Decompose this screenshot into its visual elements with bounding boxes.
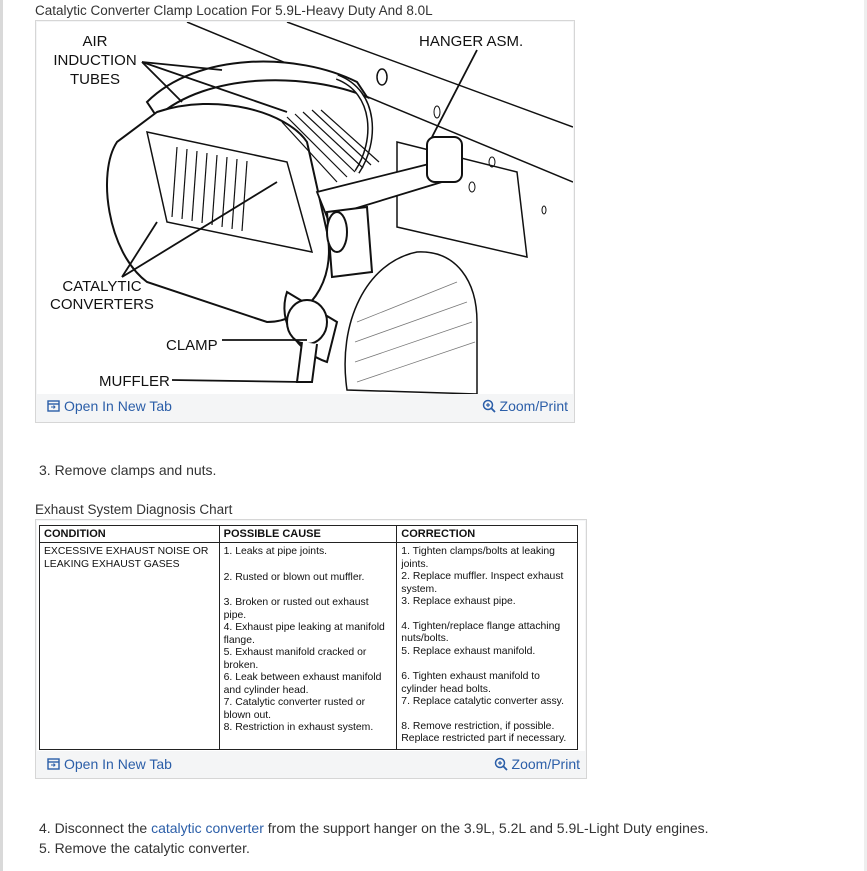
step-4-suffix: from the support hanger on the 3.9L, 5.2L and 5.9L-Light Duty engines. [263, 820, 709, 836]
header-correction: CORRECTION [397, 526, 578, 543]
step-4-prefix: 4. Disconnect the [39, 820, 152, 836]
open-new-tab-label-2: Open In New Tab [64, 756, 172, 772]
clamp-location-illustration[interactable] [37, 22, 573, 394]
cause-item-4: 4. Exhaust pipe leaking at manifold flange. [223, 622, 385, 646]
figure2-frame [35, 519, 587, 779]
left-border [0, 0, 3, 871]
figure1-caption: Catalytic Converter Clamp Location For 5.9L-Heavy Duty And 8.0L [35, 3, 433, 18]
header-condition: CONDITION [40, 526, 220, 543]
open-new-tab-link-2[interactable] [47, 756, 172, 772]
step-4-text [39, 820, 709, 836]
open-new-tab-icon [47, 400, 60, 412]
correction-item-2: 2. Replace muffler. Inspect exhaust system. [401, 571, 564, 595]
label-air: AIR [82, 33, 108, 50]
zoom-print-link-2[interactable] [494, 756, 580, 772]
diagnosis-chart-image[interactable] [37, 521, 585, 751]
zoom-print-link-1[interactable] [482, 398, 568, 414]
cause-item-2: 2. Rusted or blown out muffler. [223, 571, 365, 583]
correction-item-8: 8. Remove restriction, if possible. Replace restricted part if necessary. [401, 720, 567, 744]
figure2-caption: Exhaust System Diagnosis Chart [35, 502, 233, 517]
condition-line-2: LEAKING EXHAUST GASES [44, 558, 180, 570]
clamp-diagram [37, 22, 573, 394]
step-3-text: 3. Remove clamps and nuts. [39, 462, 217, 478]
figure1-frame [35, 20, 575, 423]
table-row [40, 543, 578, 750]
cause-item-6: 6. Leak between exhaust manifold and cylinder head. [223, 672, 382, 696]
correction-item-5: 5. Replace exhaust manifold. [401, 645, 536, 657]
correction-item-4: 4. Tighten/replace flange attaching nuts/bolts. [401, 620, 561, 644]
correction-item-3: 3. Replace exhaust pipe. [401, 596, 516, 607]
cause-item-3: 3. Broken or rusted out exhaust pipe. [223, 597, 369, 621]
open-new-tab-icon [47, 758, 60, 770]
label-hanger: HANGER ASM. [419, 33, 524, 50]
correction-item-1: 1. Tighten clamps/bolts at leaking joints. [401, 546, 555, 570]
zoom-print-label-2: Zoom/Print [511, 756, 580, 772]
open-new-tab-label-1: Open In New Tab [64, 398, 172, 414]
step-5-text: 5. Remove the catalytic converter. [39, 840, 250, 856]
label-clamp: CLAMP [166, 337, 218, 354]
catalytic-converter-link[interactable]: catalytic converter [151, 820, 264, 836]
label-converters: CONVERTERS [50, 296, 154, 313]
correction-cell [397, 543, 578, 750]
cause-item-8: 8. Restriction in exhaust system. [223, 722, 374, 733]
cause-item-5: 5. Exhaust manifold cracked or broken. [223, 647, 367, 671]
header-possible-cause: POSSIBLE CAUSE [219, 526, 397, 543]
diagnosis-table [39, 525, 578, 750]
zoom-icon [494, 757, 508, 771]
label-muffler: MUFFLER [99, 373, 170, 390]
open-new-tab-link-1[interactable] [47, 398, 172, 414]
condition-line-1: EXCESSIVE EXHAUST NOISE OR [44, 546, 209, 557]
zoom-print-label-1: Zoom/Print [499, 398, 568, 414]
label-tubes: TUBES [69, 71, 121, 88]
correction-item-6: 6. Tighten exhaust manifold to cylinder head bolts. [401, 671, 540, 695]
label-catalytic: CATALYTIC [62, 278, 142, 295]
zoom-icon [482, 399, 496, 413]
table-header-row [40, 526, 578, 543]
cause-item-1: 1. Leaks at pipe joints. [223, 546, 328, 557]
label-induction: INDUCTION [53, 52, 137, 69]
correction-item-7: 7. Replace catalytic converter assy. [401, 696, 564, 707]
condition-cell [40, 543, 220, 750]
cause-item-7: 7. Catalytic converter rusted or blown out. [223, 697, 366, 721]
cause-cell [219, 543, 397, 750]
